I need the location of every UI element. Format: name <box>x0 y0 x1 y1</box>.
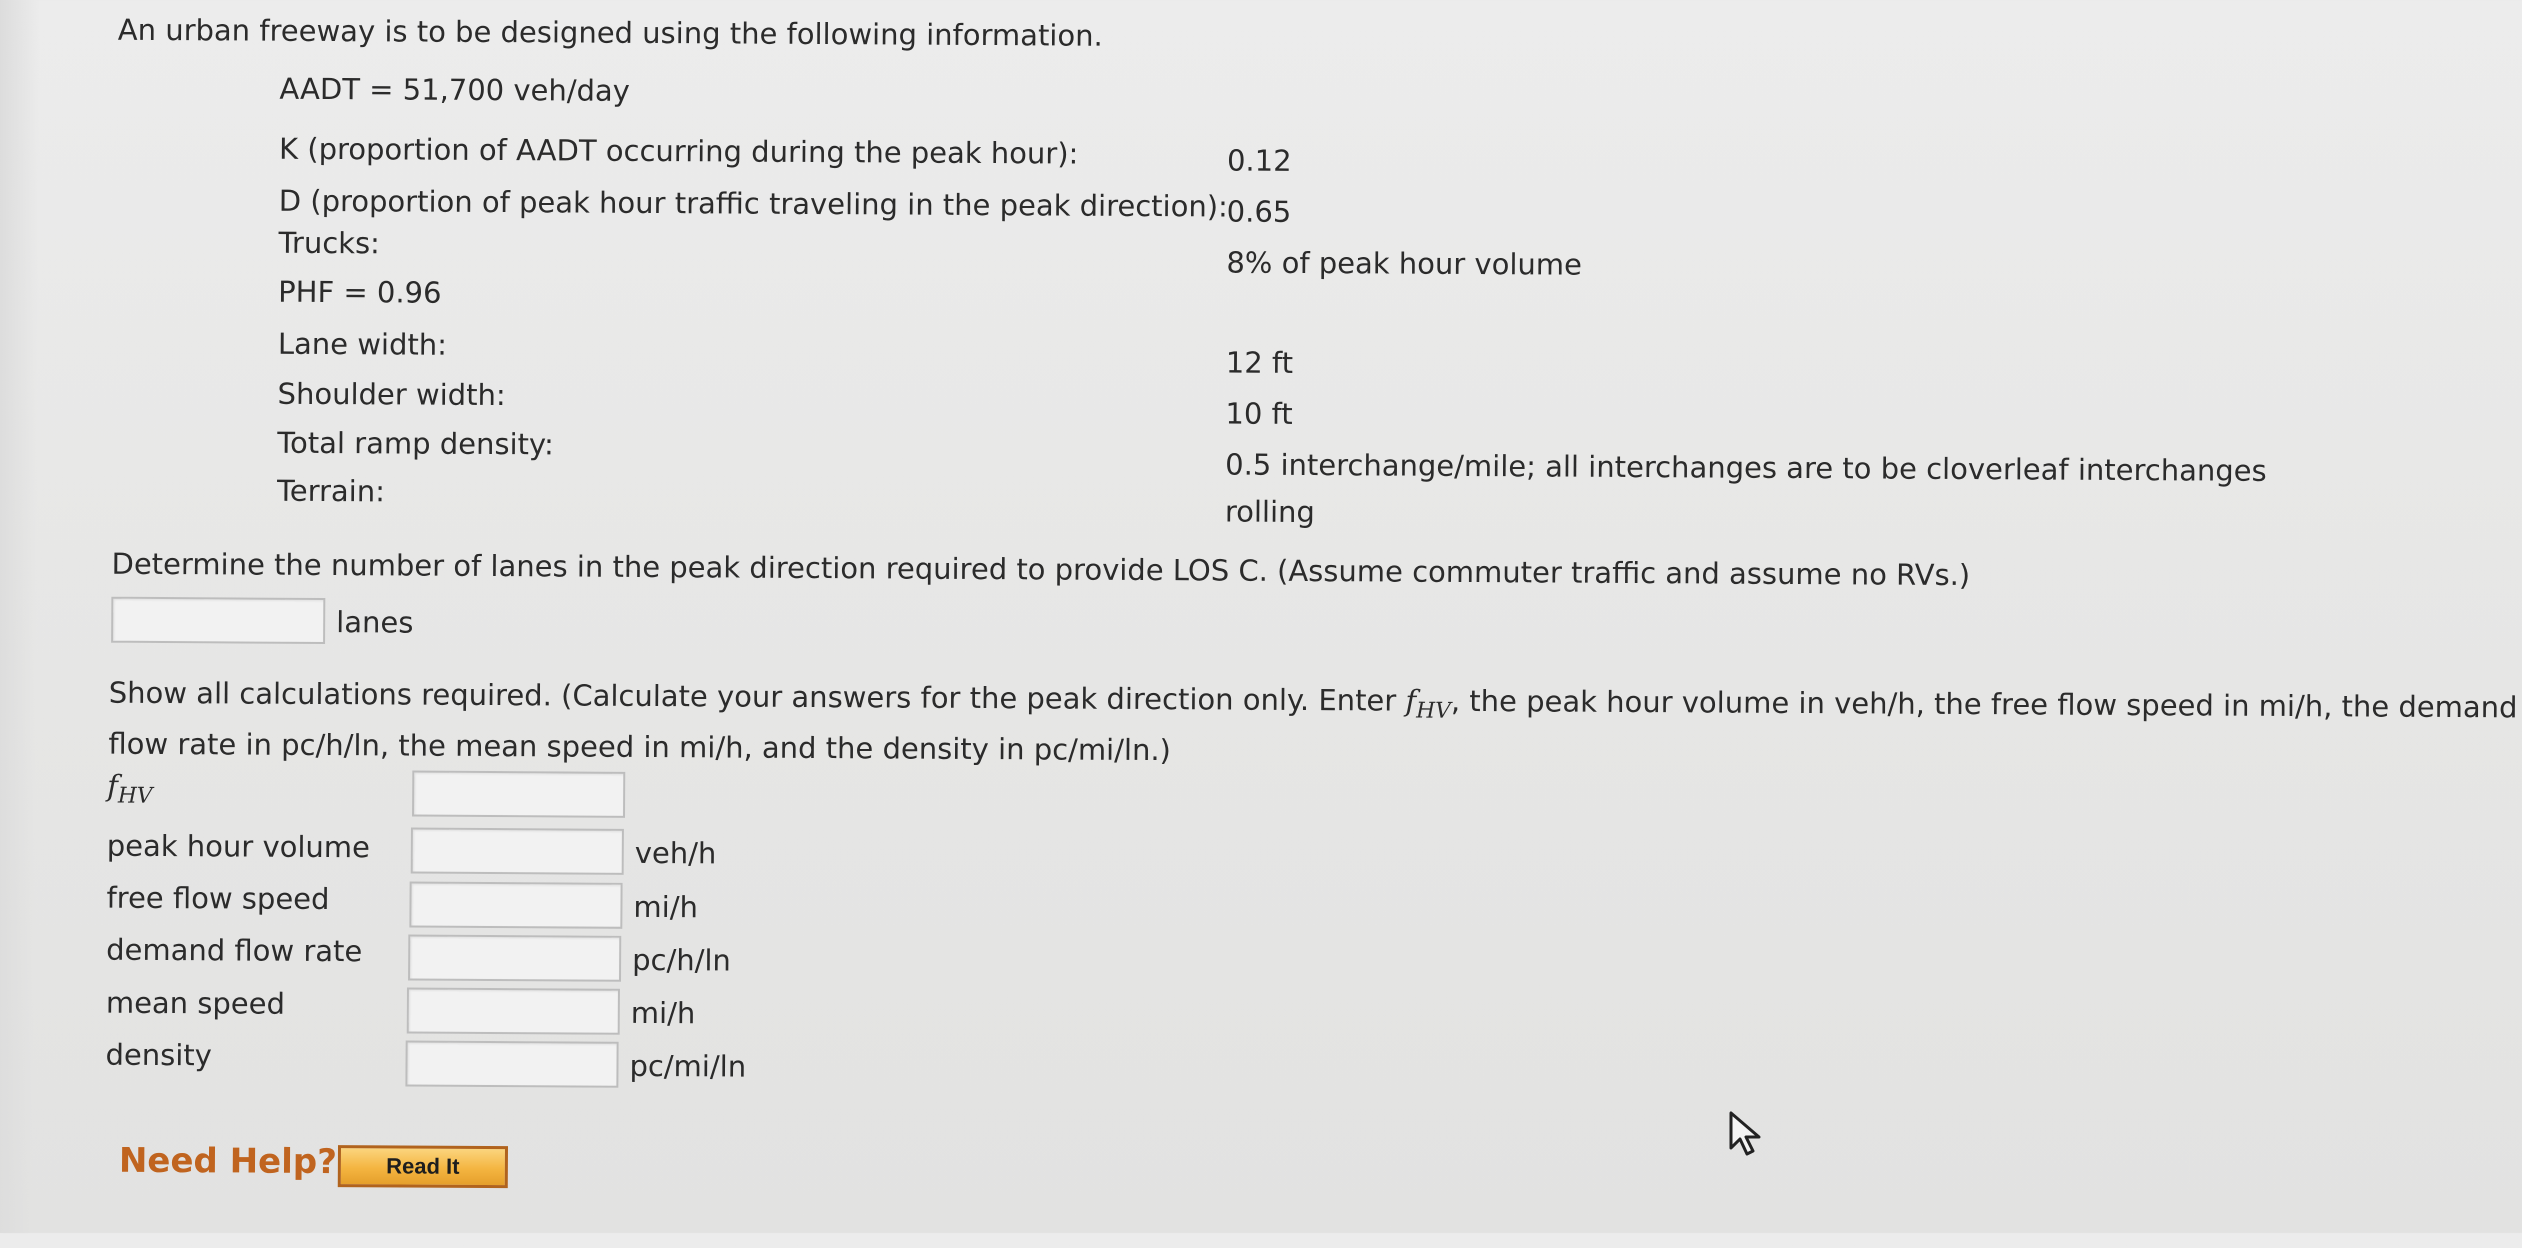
fhv-label: $f_{HV}$ <box>107 768 153 809</box>
fhv-input[interactable] <box>412 771 625 818</box>
demand-flow-rate-label: demand flow rate <box>106 932 363 969</box>
k-value: 0.12 <box>1226 143 1292 178</box>
mean-speed-unit: mi/h <box>630 995 696 1031</box>
terrain-value: rolling <box>1224 494 1316 530</box>
fhv-subscript: HV <box>1416 698 1451 724</box>
lanes-input[interactable] <box>111 597 325 644</box>
peak-hour-volume-label: peak hour volume <box>106 828 371 865</box>
lanes-question: Determine the number of lanes in the peak direction required to provide LOS C. (Assume commuter traffic and assume no RVs.) <box>111 546 1971 593</box>
trucks-value: 8% of peak hour volume <box>1226 245 1583 282</box>
lane-width-value: 12 ft <box>1225 345 1294 380</box>
instructions-line-1: Show all calculations required. (Calculate your answers for the peak direction only. Enter $f_{HV}$, the peak hour volume in veh/h, the free flow speed in mi/h, the demand <box>108 675 2518 725</box>
ramp-density-label: Total ramp density: <box>277 425 554 462</box>
lane-width-label: Lane width: <box>277 326 448 362</box>
mean-speed-input[interactable] <box>407 988 620 1035</box>
read-it-button[interactable]: Read It <box>338 1145 508 1188</box>
demand-flow-rate-input[interactable] <box>408 935 621 982</box>
aadt-line: AADT = 51,700 veh/day <box>279 71 631 108</box>
problem-intro: An urban freeway is to be designed using the following information. <box>117 12 1103 53</box>
d-label: D (proportion of peak hour traffic traveling in the peak direction): <box>278 183 1228 224</box>
shoulder-width-value: 10 ft <box>1225 396 1293 431</box>
mouse-pointer-icon <box>1728 1110 1766 1158</box>
ramp-density-value: 0.5 interchange/mile; all interchanges are to be cloverleaf interchanges <box>1225 447 2267 488</box>
free-flow-speed-unit: mi/h <box>633 889 699 925</box>
peak-hour-volume-input[interactable] <box>411 828 624 875</box>
free-flow-speed-label: free flow speed <box>106 880 330 917</box>
demand-flow-rate-unit: pc/h/ln <box>632 942 731 978</box>
page-edge-shadow <box>0 0 40 1233</box>
peak-hour-volume-unit: veh/h <box>634 835 717 871</box>
need-help-label: Need Help? <box>118 1140 338 1183</box>
phf-line: PHF = 0.96 <box>278 274 442 310</box>
mean-speed-label: mean speed <box>105 985 286 1021</box>
density-label: density <box>105 1037 213 1073</box>
calc-instructions <box>108 673 2518 778</box>
trucks-label: Trucks: <box>278 225 380 261</box>
k-label: K (proportion of AADT occurring during the peak hour): <box>278 131 1079 171</box>
instructions-line-2: flow rate in pc/h/ln, the mean speed in mi/h, and the density in pc/mi/ln.) <box>108 726 1172 767</box>
d-value: 0.65 <box>1226 194 1292 229</box>
lanes-unit: lanes <box>336 605 414 640</box>
terrain-label: Terrain: <box>276 473 386 509</box>
density-unit: pc/mi/ln <box>629 1048 747 1084</box>
density-input[interactable] <box>405 1040 618 1087</box>
free-flow-speed-input[interactable] <box>409 882 622 929</box>
shoulder-width-label: Shoulder width: <box>277 376 506 413</box>
fhv-symbol: f <box>1405 683 1417 718</box>
